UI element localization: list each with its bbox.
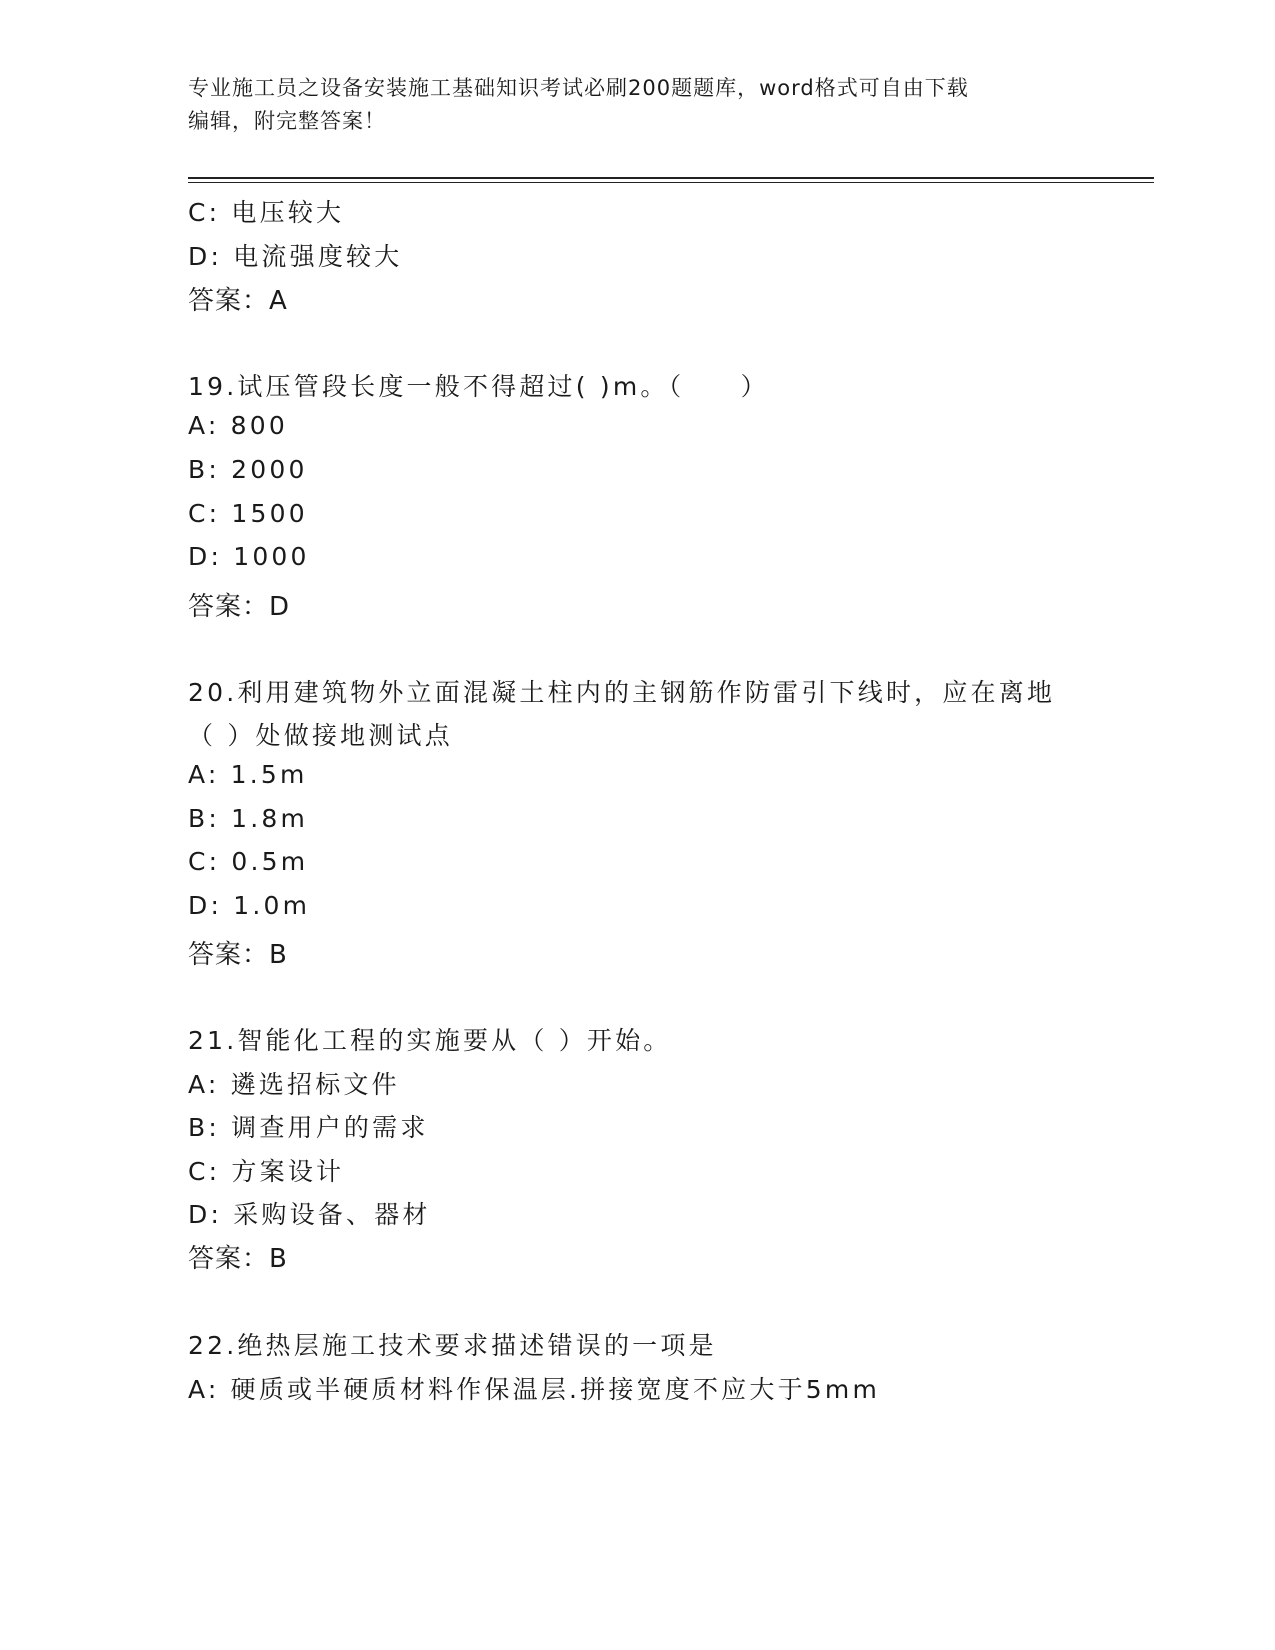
- q21-stem: 21.智能化工程的实施要从（ ）开始。: [188, 1026, 672, 1055]
- q22-option-a: A: 硬质或半硬质材料作保温层.拼接宽度不应大于5mm: [188, 1375, 880, 1404]
- q19-option-d: D: 1000: [188, 542, 310, 571]
- q20-option-a: A: 1.5m: [188, 760, 308, 789]
- header-divider-thick: [188, 177, 1154, 179]
- q19-option-b: B: 2000: [188, 455, 308, 484]
- q20-stem-line1: 20.利用建筑物外立面混凝土柱内的主钢筋作防雷引下线时，应在离地: [188, 678, 1056, 707]
- document-header: [188, 72, 1088, 138]
- q19-stem: 19.试压管段长度一般不得超过( )m。（ ）: [188, 372, 769, 401]
- q21-option-b: B: 调查用户的需求: [188, 1113, 429, 1142]
- header-title-line2: 编辑，附完整答案！: [188, 109, 386, 133]
- q20-answer: 答案：B: [188, 940, 288, 970]
- q19-option-c: C: 1500: [188, 499, 308, 528]
- q20-option-d: D: 1.0m: [188, 891, 311, 920]
- q21-option-a: A: 遴选招标文件: [188, 1070, 400, 1099]
- header-title-line1: 专业施工员之设备安装施工基础知识考试必刷200题题库，word格式可自由下载: [188, 76, 969, 100]
- q21-option-d: D: 采购设备、器材: [188, 1200, 431, 1229]
- header-divider-thin: [188, 182, 1154, 183]
- q18-option-d: D: 电流强度较大: [188, 242, 403, 271]
- q20-option-b: B: 1.8m: [188, 804, 309, 833]
- q18-answer: 答案：A: [188, 286, 288, 316]
- q18-option-c: C: 电压较大: [188, 198, 345, 227]
- q21-option-c: C: 方案设计: [188, 1157, 345, 1186]
- q21-answer: 答案：B: [188, 1244, 288, 1274]
- q20-option-c: C: 0.5m: [188, 847, 309, 876]
- q20-stem-line2: （ ）处做接地测试点: [188, 721, 453, 750]
- q19-option-a: A: 800: [188, 411, 288, 440]
- q19-answer: 答案：D: [188, 592, 291, 622]
- q22-stem: 22.绝热层施工技术要求描述错误的一项是: [188, 1331, 717, 1360]
